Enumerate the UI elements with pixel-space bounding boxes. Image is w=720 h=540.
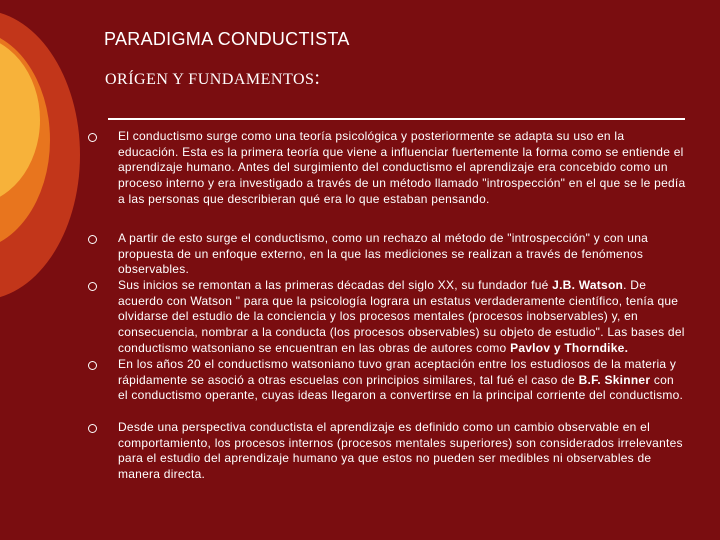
bullet-text-segment: . De acuerdo con Watson " para que la psicología lograra un estatus verdaderamente científico, tenía que olvidarse del estudio de la conciencia y los procesos mentales (procesos inobservables) y, en consecuencia, nombrar a la conducta (los procesos observables) su objeto de estudio". Las bases del conductismo watsoniano se encuentran en las obras de autores como — [118, 278, 685, 355]
bullet-text — [118, 278, 686, 357]
bullet-circle-icon — [88, 282, 97, 291]
bullet-text — [118, 357, 686, 404]
bullet-text: El conductismo surge como una teoría psicológica y posteriormente se adapta su uso en la educación. Esta es la primera teoría que viene a influenciar fuertemente la forma como se entiende el aprendizaje humano. Antes del surgimiento del conductismo el aprendizaje era concebido como un proceso interno y era investigado a través de un método llamado "introspección" en el que se le pedía a las personas que describieran qué era lo que estaban pensando. — [118, 129, 686, 206]
title-divider — [108, 118, 685, 120]
slide-title: PARADIGMA CONDUCTISTA — [104, 29, 350, 49]
bullet-text-segment: En los años 20 el conductismo watsoniano tuvo gran aceptación entre los estudiosos de la materia y rápidamente se asoció a otras escuelas con principios similares, tal fué el caso de — [118, 357, 677, 387]
bullet-item — [88, 420, 688, 483]
bullet-text-segment: Sus inicios se remontan a las primeras décadas del siglo XX, su fundador fué — [118, 278, 553, 292]
bullet-text: A partir de esto surge el conductismo, como un rechazo al método de "introspección" y con una propuesta de un enfoque externo, en la que las mediciones se realizan a través de fenómenos observables. — [118, 231, 649, 277]
bullet-item — [88, 129, 688, 231]
bullet-circle-icon — [88, 235, 97, 244]
slide-subtitle-colon: : — [314, 67, 321, 89]
bullet-text-bold: B.F. Skinner — [578, 372, 651, 387]
bullet-circle-icon — [88, 361, 97, 370]
bullet-circle-icon — [88, 424, 97, 433]
bullet-text-bold: Pavlov y Thorndike. — [510, 340, 629, 355]
bullet-item — [88, 357, 688, 420]
bullet-item — [88, 278, 688, 357]
bullet-text-segment: con el conductismo operante, cuyas ideas llegaron a convertirse en la principal corriente del conductismo. — [118, 372, 684, 403]
bullet-text: Desde una perspectiva conductista el aprendizaje es definido como un cambio observable en el comportamiento, los procesos internos (procesos mentales superiores) son considerados irrelevantes para el estudio del aprendizaje humano ya que estos no pueden ser medibles ni observables de manera directa. — [118, 420, 683, 482]
bullet-list — [88, 129, 688, 483]
bullet-item — [88, 231, 688, 278]
bullet-text-bold: J.B. Watson — [552, 278, 624, 292]
slide-subtitle-text: ORÍGEN Y FUNDAMENTOS — [105, 71, 315, 88]
slide-subtitle — [105, 67, 320, 90]
bullet-circle-icon — [88, 133, 97, 142]
